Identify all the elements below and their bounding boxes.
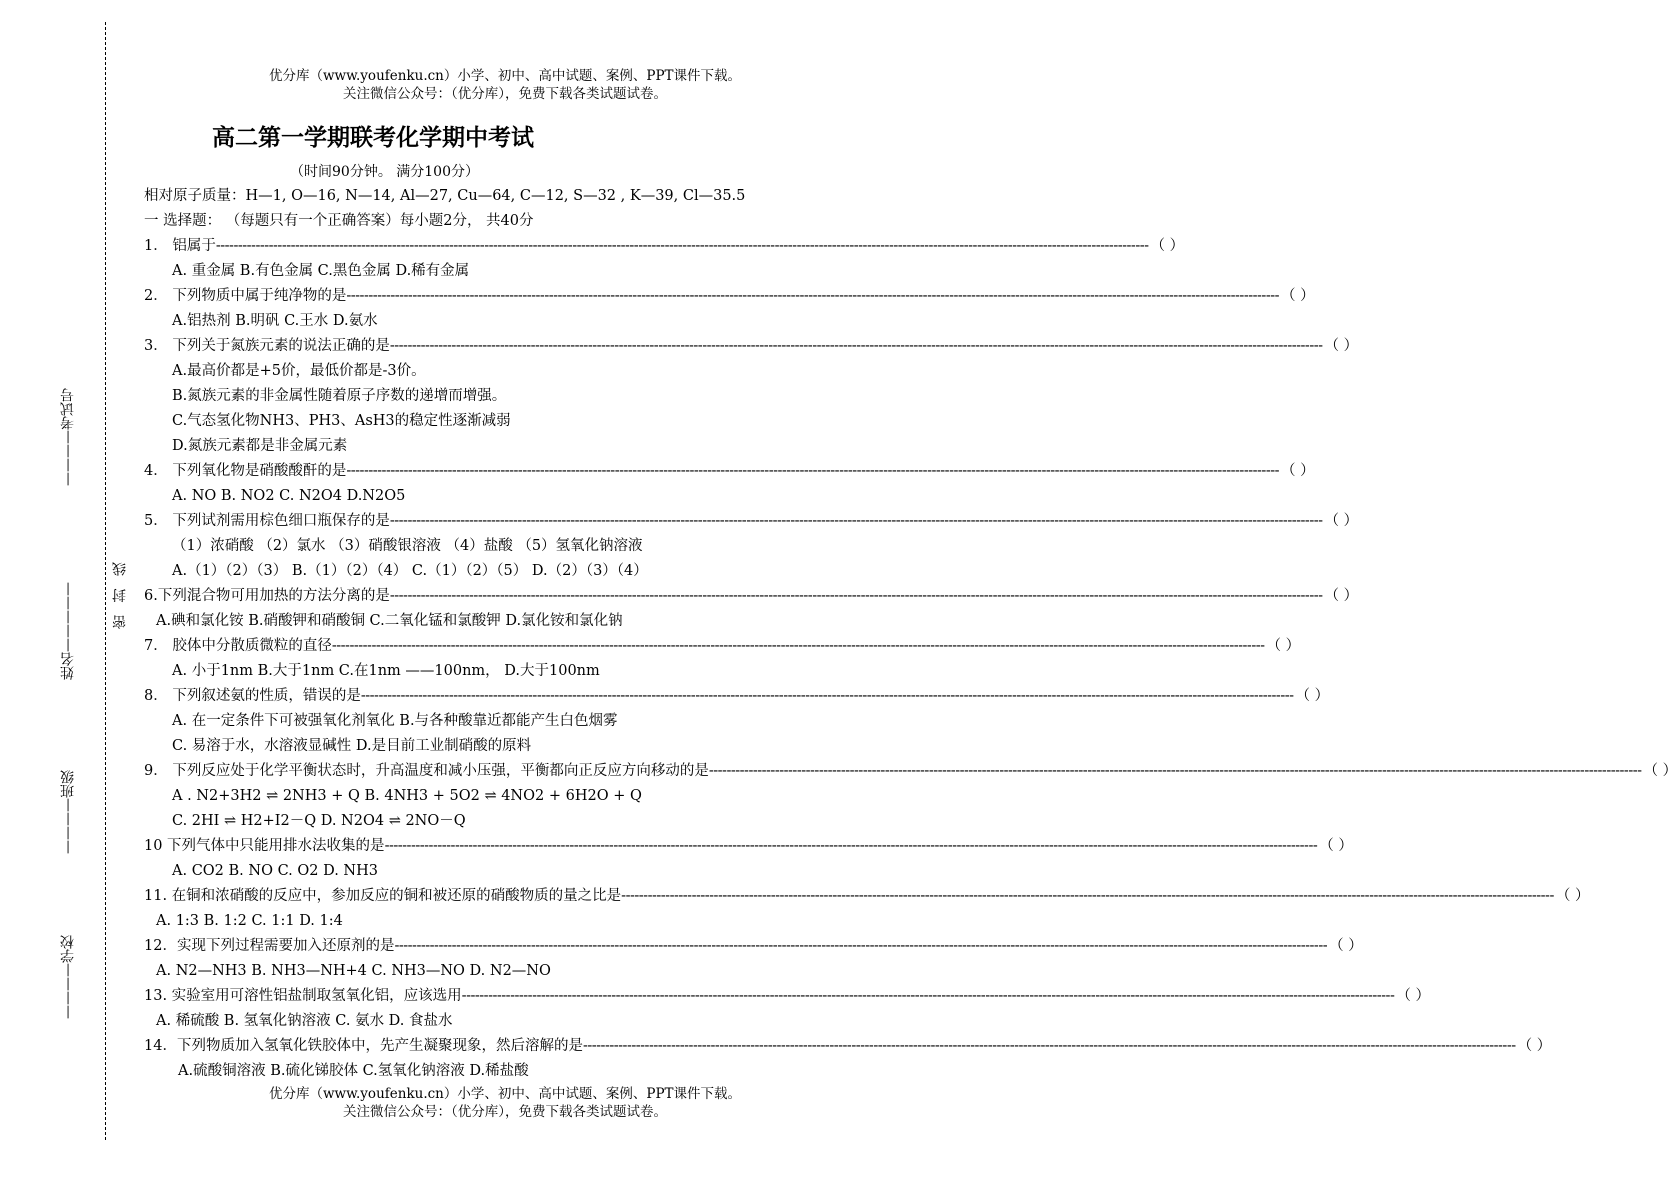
question-3: 3． 下列关于氮族元素的说法正确的是 -------------------------------------------------------------------------------------------------------------------------------------------------------------------------------------------------------------------- （ ） [144, 338, 1359, 354]
question-7: 7． 胶体中分散质微粒的直径 -------------------------------------------------------------------------------------------------------------------------------------------------------------------------------------------------------------------- （ ） [144, 638, 1301, 654]
question-12: 12．实现下列过程需要加入还原剂的是 -------------------------------------------------------------------------------------------------------------------------------------------------------------------------------------------------------------------- （ ） [144, 938, 1363, 954]
exam-number-label: ————考试号 [60, 388, 76, 486]
question-13-options: A. 稀硫酸 B. 氢氧化钠溶液 C. 氨水 D. 食盐水 [156, 1013, 453, 1029]
question-5: 5． 下列试剂需用棕色细口瓶保存的是 -------------------------------------------------------------------------------------------------------------------------------------------------------------------------------------------------------------------- （ ） [144, 513, 1359, 529]
section-heading: 一 选择题： （每题只有一个正确答案）每小题2分， 共40分 [144, 213, 534, 229]
question-6: 6.下列混合物可用加热的方法分离的是 -------------------------------------------------------------------------------------------------------------------------------------------------------------------------------------------------------------------- （ ） [144, 588, 1359, 604]
question-3-option-a: A.最高价都是+5价，最低价都是-3价。 [172, 363, 426, 379]
question-13: 13. 实验室用可溶性铝盐制取氢氧化铝，应该选用 -------------------------------------------------------------------------------------------------------------------------------------------------------------------------------------------------------------------- （ ） [144, 988, 1430, 1004]
question-14: 14．下列物质加入氢氧化铁胶体中，先产生凝聚现象，然后溶解的是 -------------------------------------------------------------------------------------------------------------------------------------------------------------------------------------------------------------------- （ ） [144, 1038, 1552, 1054]
question-2-options: A.铝热剂 B.明矾 C.王水 D.氨水 [172, 313, 378, 329]
question-4: 4． 下列氧化物是硝酸酸酐的是 -------------------------------------------------------------------------------------------------------------------------------------------------------------------------------------------------------------------- （ ） [144, 463, 1315, 479]
question-8-options-ab: A. 在一定条件下可被强氧化剂氧化 B.与各种酸靠近都能产生白色烟雾 [172, 713, 618, 729]
question-3-option-b: B.氮族元素的非金属性随着原子序数的递增而增强。 [172, 388, 507, 404]
question-10: 10 下列气体中只能用排水法收集的是 -------------------------------------------------------------------------------------------------------------------------------------------------------------------------------------------------------------------- （ ） [144, 838, 1353, 854]
question-5-options: A.（1）（2）（3） B.（1）（2）（4） C.（1）（2）（5） D.（2）（3）（4） [172, 563, 648, 579]
header-note-2: 关注微信公众号：（优分库），免费下载各类试题试卷。 [343, 86, 667, 102]
school-label: ————学校 [60, 935, 76, 1019]
question-14-options: A.硫酸铜溶液 B.硫化锑胶体 C.氢氧化钠溶液 D.稀盐酸 [178, 1063, 529, 1079]
binding-dashed-line [105, 22, 106, 1140]
atomic-masses: 相对原子质量：H—1, O—16, N—14, Al—27, Cu—64, C—12, S—32 , K—39, Cl—35.5 [144, 188, 746, 204]
question-11: 11. 在铜和浓硝酸的反应中，参加反应的铜和被还原的硝酸物质的量之比是 -------------------------------------------------------------------------------------------------------------------------------------------------------------------------------------------------------------------- （ ） [144, 888, 1590, 904]
question-3-option-c: C.气态氢化物NH3、PH3、AsH3的稳定性逐渐减弱 [172, 413, 511, 429]
question-12-options: A. N2—NH3 B. NH3—NH+4 C. NH3—NO D. N2—NO [156, 963, 551, 979]
name-label: 姓名————— [60, 582, 76, 680]
footer-note-2: 关注微信公众号：（优分库），免费下载各类试题试卷。 [343, 1104, 667, 1120]
question-1: 1． 铝属于 -------------------------------------------------------------------------------------------------------------------------------------------------------------------------------------------------------------------- （ ） [144, 238, 1185, 254]
question-6-options: A.碘和氯化铵 B.硝酸钾和硝酸铜 C.二氧化锰和氯酸钾 D.氯化铵和氯化钠 [156, 613, 623, 629]
question-8-options-cd: C. 易溶于水，水溶液显碱性 D.是目前工业制硝酸的原料 [172, 738, 532, 754]
question-4-options: A. NO B. NO2 C. N2O4 D.N2O5 [172, 488, 406, 504]
class-label: ————班级 [60, 770, 76, 854]
question-9-options-ab: A . N2+3H2 ⇌ 2NH3 + Q B. 4NH3 + 5O2 ⇌ 4NO2 + 6H2O + Q [172, 788, 642, 804]
page-title: 高二第一学期联考化学期中考试 [212, 125, 534, 151]
question-9-options-cd: C. 2HI ⇌ H2+I2－Q D. N2O4 ⇌ 2NO－Q [172, 813, 466, 829]
question-3-option-d: D.氮族元素都是非金属元素 [172, 438, 348, 454]
footer-note-1: 优分库（www.youfenku.cn）小学、初中、高中试题、案例、PPT课件下载。 [268, 1086, 742, 1102]
question-1-options: A. 重金属 B.有色金属 C.黑色金属 D.稀有金属 [172, 263, 470, 279]
question-8: 8． 下列叙述氨的性质，错误的是 -------------------------------------------------------------------------------------------------------------------------------------------------------------------------------------------------------------------- （ ） [144, 688, 1330, 704]
question-10-options: A. CO2 B. NO C. O2 D. NH3 [172, 863, 378, 879]
exam-subtitle: （时间90分钟。 满分100分） [290, 164, 479, 180]
question-5-items: （1）浓硝酸 （2）氯水 （3）硝酸银溶液 （4）盐酸 （5）氢氧化钠溶液 [172, 538, 643, 554]
question-11-options: A. 1:3 B. 1:2 C. 1:1 D. 1:4 [156, 913, 343, 929]
question-9: 9． 下列反应处于化学平衡状态时，升高温度和减小压强，平衡都向正反应方向移动的是 -------------------------------------------------------------------------------------------------------------------------------------------------------------------------------------------------------------------- （ ） [144, 763, 1677, 779]
question-7-options: A. 小于1nm B.大于1nm C.在1nm ——100nm， D.大于100nm [172, 663, 600, 679]
seal-line-label: 密 封 线 [112, 558, 128, 629]
question-2: 2． 下列物质中属于纯净物的是 -------------------------------------------------------------------------------------------------------------------------------------------------------------------------------------------------------------------- （ ） [144, 288, 1315, 304]
header-note-1: 优分库（www.youfenku.cn）小学、初中、高中试题、案例、PPT课件下载。 [268, 68, 742, 84]
